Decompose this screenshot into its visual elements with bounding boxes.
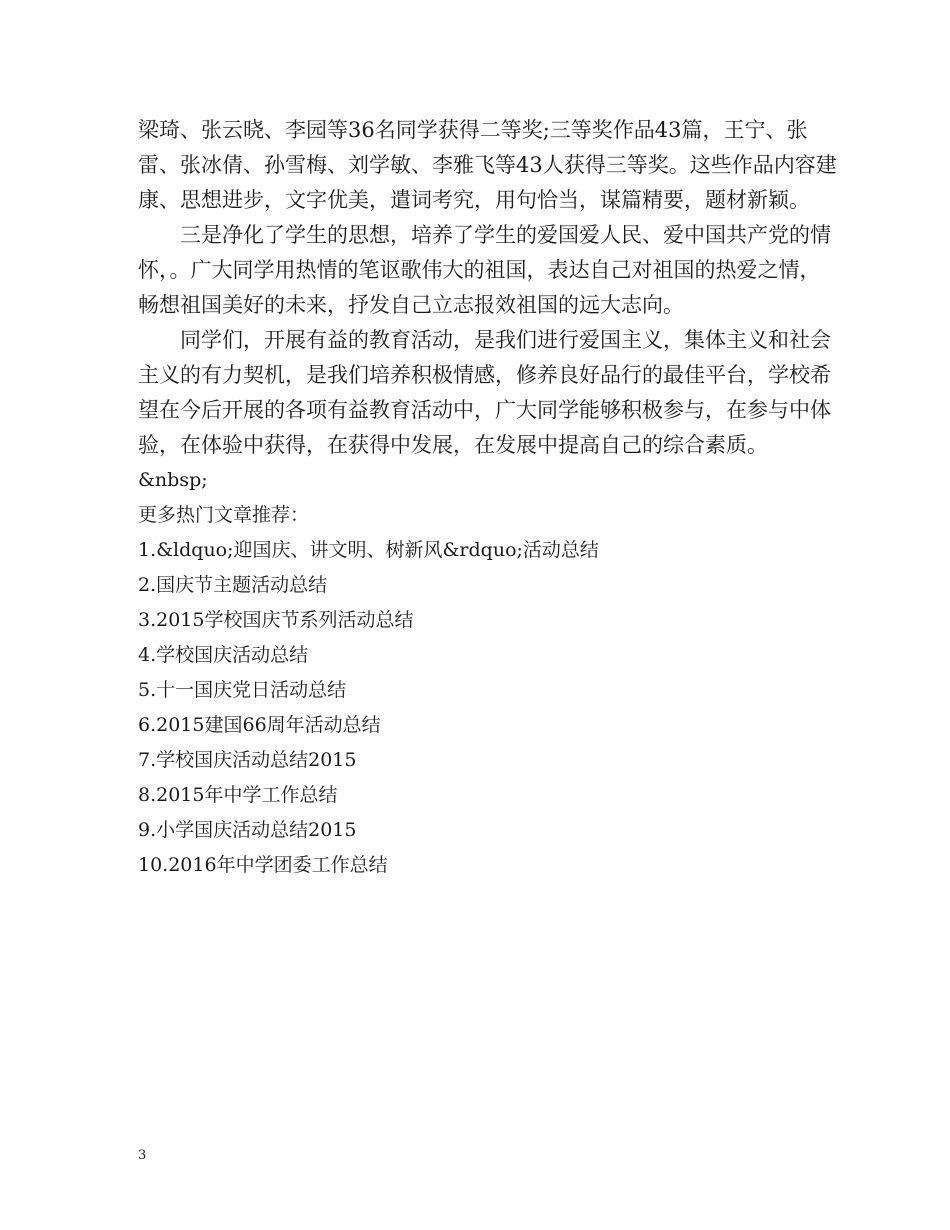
recommend-link-9[interactable]: 9.小学国庆活动总结2015 bbox=[138, 819, 357, 841]
paragraph-purify-thought: 三是净化了学生的思想，培养了学生的爱国爱人民、爱中国共产党的情怀，。广大同学用热情的笔讴歌伟大的祖国，表达自己对祖国的热爱之情，畅想祖国美好的未来，抒发自己立志报效祖国的远大志向。 bbox=[138, 223, 831, 317]
recommend-link-7[interactable]: 7.学校国庆活动总结2015 bbox=[138, 749, 357, 771]
recommend-link-10[interactable]: 10.2016年中学团委工作总结 bbox=[138, 854, 388, 876]
paragraph-awards: 梁琦、张云晓、李园等36名同学获得二等奖;三等奖作品43篇，王宁、张雷、张冰倩、孙雪梅、刘学敏、李雅飞等43人获得三等奖。这些作品内容建康、思想进步，文字优美，遣词考究，用句恰当，谋篇精要，题材新颖。 bbox=[138, 118, 837, 212]
recommend-link-3[interactable]: 3.2015学校国庆节系列活动总结 bbox=[138, 609, 414, 631]
recommend-link-4[interactable]: 4.学校国庆活动总结 bbox=[138, 644, 309, 666]
page-number: 3 bbox=[138, 1148, 147, 1163]
recommend-link-2[interactable]: 2.国庆节主题活动总结 bbox=[138, 574, 328, 596]
nbsp-line: &nbsp; bbox=[138, 469, 208, 491]
recommend-link-6[interactable]: 6.2015建国66周年活动总结 bbox=[138, 714, 381, 736]
document-body bbox=[138, 113, 838, 883]
recommend-heading: 更多热门文章推荐： bbox=[138, 504, 310, 526]
recommend-link-1[interactable]: 1.&ldquo;迎国庆、讲文明、树新风&rdquo;活动总结 bbox=[138, 539, 599, 561]
recommend-link-5[interactable]: 5.十一国庆党日活动总结 bbox=[138, 679, 347, 701]
recommend-list bbox=[138, 533, 838, 883]
paragraph-closing: 同学们，开展有益的教育活动，是我们进行爱国主义，集体主义和社会主义的有力契机，是我们培养积极情感，修养良好品行的最佳平台，学校希望在今后开展的各项有益教育活动中，广大同学能够积极参与，在参与中体验，在体验中获得，在获得中发展，在发展中提高自己的综合素质。 bbox=[138, 328, 831, 457]
recommend-link-8[interactable]: 8.2015年中学工作总结 bbox=[138, 784, 338, 806]
